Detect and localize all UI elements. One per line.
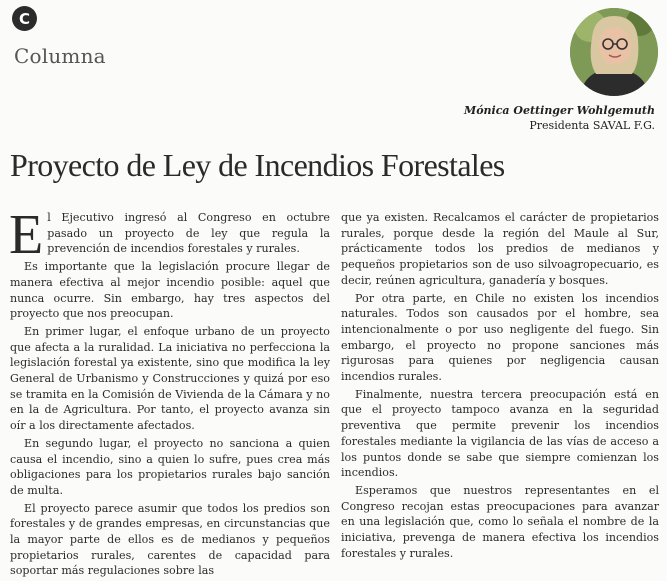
paragraph (9, 204, 330, 266)
author-name: Mónica Oettinger Wohlgemuth (464, 104, 655, 117)
paragraph-text: l Ejecutivo ingresó al Congreso en octubre pasado un proyecto de ley que regula la prevención de incendios forestales y rurales. (47, 211, 330, 256)
section-label: Columna (14, 44, 106, 68)
column-badge: C (12, 6, 37, 31)
paragraph: En segundo lugar, el proyecto no sanciona a quien causa el incendio, sino a quien lo sufre, pues crea más obligaciones para los propietarios rurales bajo sanción de multa. (10, 436, 330, 497)
paragraph: Por otra parte, en Chile no existen los incendios naturales. Todos son causados por el hombre, sea intencionalmente o por uso negligente del fuego. Sin embargo, el proyecto no propone sanciones más rigurosas para quienes por negligencia causan incendios rurales. (341, 291, 659, 384)
paragraph: Esperamos que nuestros representantes en el Congreso recojan estas preocupaciones para avanzar en una legislación que, como lo señala el nombre de la iniciativa, prevenga de manera efectiva los incendios forestales y rurales. (341, 483, 659, 560)
paragraph: En primer lugar, el enfoque urbano de un proyecto que afecta a la ruralidad. La iniciativa no perfecciona la legislación forestal ya existente, sino que modifica la ley General de Urbanismo y Construcciones y quizá por eso se tramita en la Comisión de Vivienda de la Cámara y no en la de Agricultura. Por tanto, el proyecto avanza sin oír a los directamente afectados. (10, 324, 330, 433)
author-role: Presidenta SAVAL F.G. (529, 119, 655, 132)
paragraph: Finalmente, nuestra tercera preocupación está en que el proyecto tampoco avanza en la seguridad preventiva que permite prevenir los incendios forestales mediante la vigilancia de las vías de acceso a los puntos donde se sabe que siempre comienzan los incendios. (341, 387, 659, 480)
author-portrait-icon (570, 8, 658, 96)
author-photo (570, 8, 658, 96)
drop-cap: E (9, 204, 44, 266)
paragraph: El proyecto parece asumir que todos los predios son forestales y de grandes empresas, en circunstancias que la mayor parte de ellos es de medianos y pequeños propietarios rurales, carentes de capacidad para soportar más regulaciones sobre las (10, 501, 330, 578)
article-column-left (9, 204, 330, 581)
paragraph: que ya existen. Recalcamos el carácter de propietarios rurales, porque desde la región del Maule al Sur, prácticamente todos los predios de medianos y pequeños propietarios son de uso silvoagropecuario, es decir, reúnen agricultura, ganadería y bosques. (341, 211, 659, 287)
article-column-right (341, 210, 659, 563)
paragraph: Es importante que la legislación procure llegar de manera efectiva al mejor incendio posible: aquel que nunca ocurre. Sin embargo, hay tres aspectos del proyecto que nos preocupan. (10, 260, 330, 321)
author-byline (464, 103, 655, 133)
article-title: Proyecto de Ley de Incendios Forestales (10, 147, 505, 183)
